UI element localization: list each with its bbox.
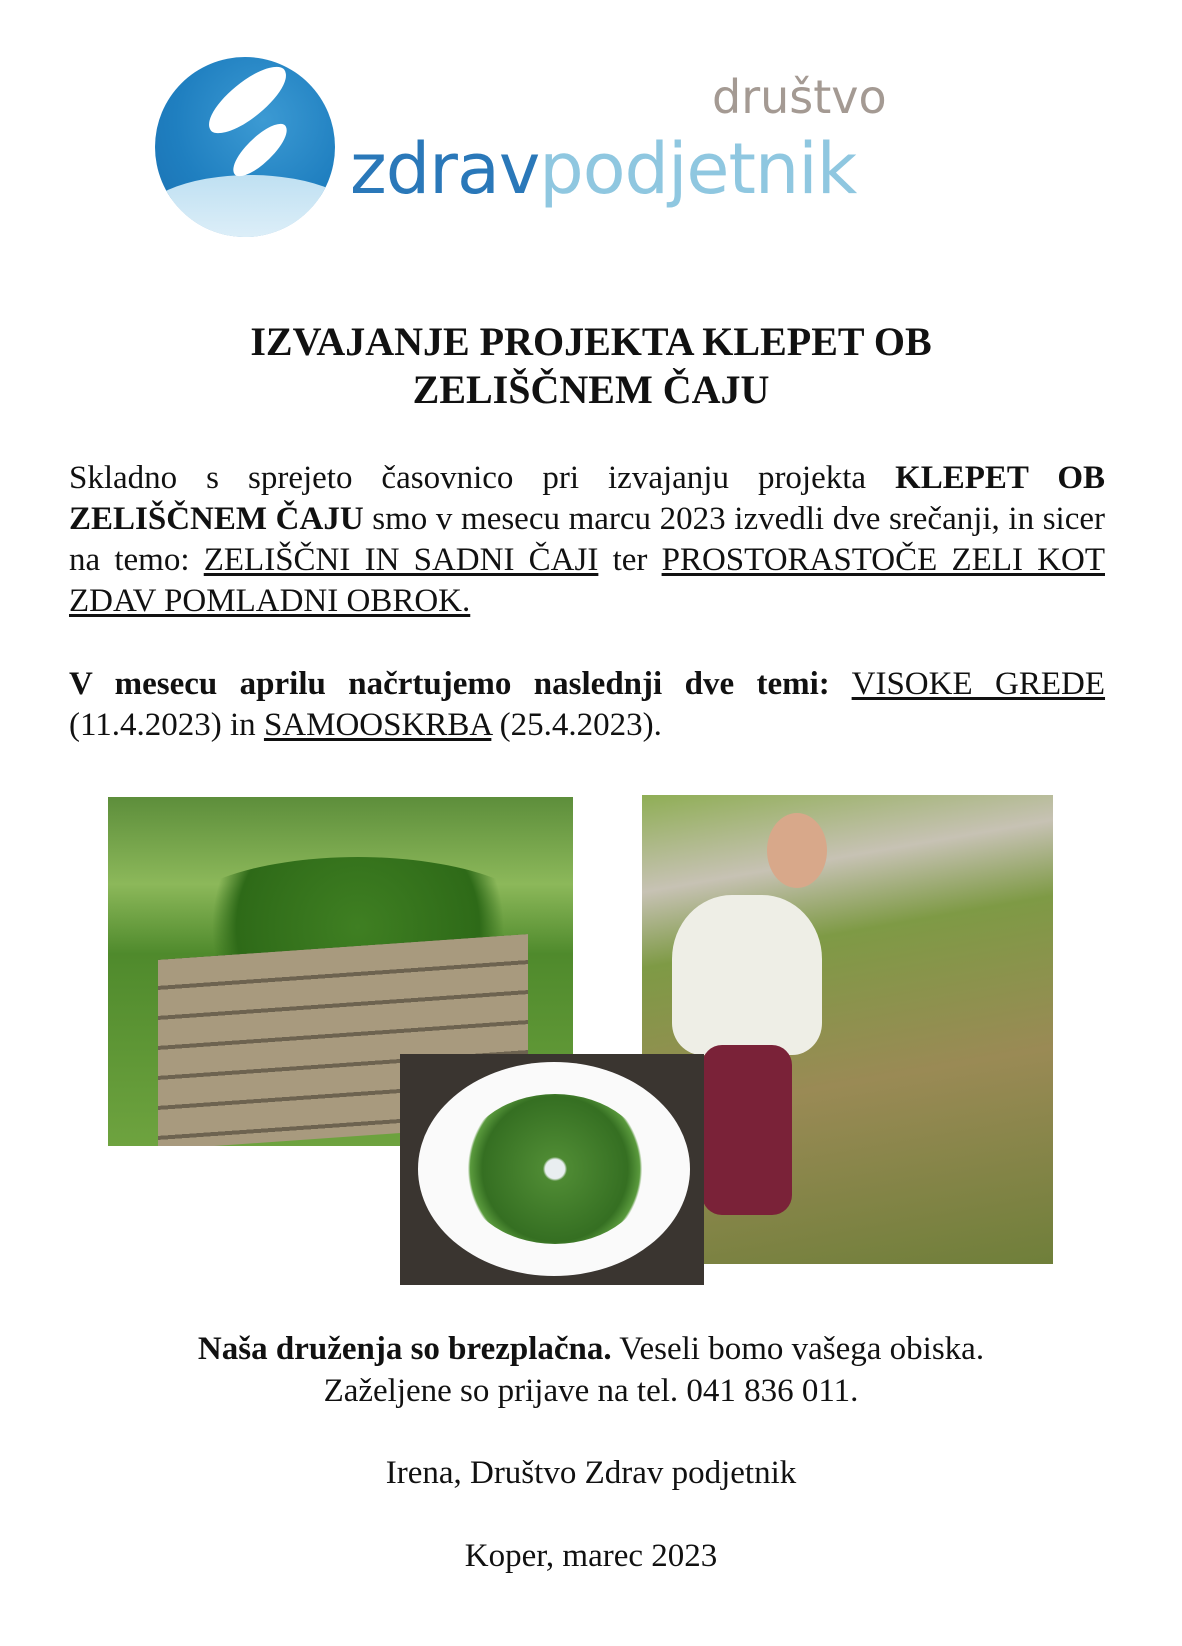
text: ter — [598, 542, 662, 578]
title-line-2: ZELIŠČNEM ČAJU — [412, 367, 770, 412]
paragraph-march — [69, 458, 1105, 622]
april-intro: V mesecu aprilu načrtujemo naslednji dve temi: — [69, 666, 830, 702]
logo-dolphin-icon — [155, 57, 335, 237]
logo-text-top: društvo — [712, 70, 887, 124]
topic-1: ZELIŠČNI IN SADNI ČAJI — [203, 542, 599, 578]
paragraph-april — [69, 664, 1105, 746]
page-title — [0, 318, 1182, 414]
photo-salad-bowl — [400, 1054, 704, 1285]
logo-text-main — [350, 128, 856, 210]
free-notice: Naša druženja so brezplačna. — [197, 1331, 612, 1367]
topic-2: PROSTORASTOČE ZELI KOT ZDAV POMLADNI OBROK. — [69, 542, 1105, 619]
logo-text-zdrav: zdrav — [350, 128, 540, 210]
topic-3: VISOKE GREDE — [851, 666, 1106, 702]
text — [830, 666, 852, 702]
text: Skladno s sprejeto časovnico pri izvajanju projekta — [69, 460, 896, 496]
topic-4: SAMOOSKRBA — [263, 707, 492, 743]
text: Veseli bomo vašega obiska. — [611, 1331, 985, 1367]
title-line-1: IZVAJANJE PROJEKTA KLEPET OB — [250, 319, 932, 364]
phone-line: Zaželjene so prijave na tel. 041 836 011. — [323, 1373, 859, 1409]
text: (11.4.2023) in — [69, 707, 264, 743]
signature: Irena, Društvo Zdrav podjetnik — [385, 1455, 797, 1491]
text: smo v mesecu marcu 2023 izvedli dve srečanji, in sicer na temo: — [69, 501, 1106, 578]
logo-text-podjetnik: podjetnik — [539, 128, 857, 210]
footer-invite — [0, 1328, 1182, 1412]
place-date: Koper, marec 2023 — [464, 1538, 718, 1574]
project-name: KLEPET OB ZELIŠČNEM ČAJU — [69, 460, 1106, 537]
text: (25.4.2023). — [491, 707, 662, 743]
